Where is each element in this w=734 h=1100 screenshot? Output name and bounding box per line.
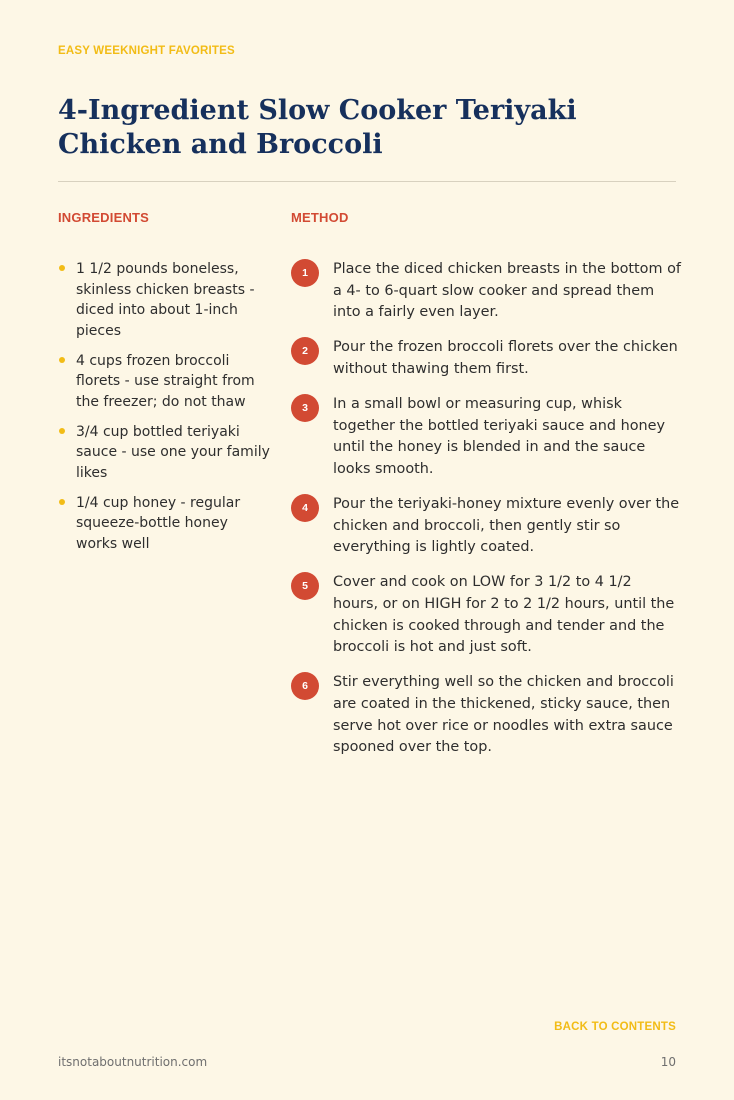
ingredient-text: 1 1/2 pounds boneless, skinless chicken breasts - diced into about 1-inch pieces — [76, 261, 255, 339]
method-step — [291, 572, 681, 659]
bullet-dot-icon — [59, 428, 65, 434]
ingredient-item — [58, 259, 270, 341]
step-text: Pour the teriyaki-honey mixture evenly over the chicken and broccoli, then gently stir so everything is lightly coated. — [333, 495, 680, 556]
ingredient-item — [58, 422, 270, 484]
ingredients-list — [58, 259, 270, 564]
page-number: 10 — [660, 1055, 676, 1069]
step-number-badge: 1 — [291, 259, 319, 287]
step-text: Place the diced chicken breasts in the bottom of a 4- to 6-quart slow cooker and spread them into a fairly even layer. — [333, 261, 681, 321]
step-number-badge: 6 — [291, 672, 319, 700]
title-divider — [58, 181, 676, 182]
back-to-contents-link[interactable]: BACK TO CONTENTS — [554, 1021, 676, 1033]
ingredient-item — [58, 351, 270, 413]
method-step — [291, 337, 681, 380]
ingredient-text: 4 cups frozen broccoli florets - use straight from the freezer; do not thaw — [76, 352, 255, 410]
step-text: Cover and cook on LOW for 3 1/2 to 4 1/2 hours, or on HIGH for 2 to 2 1/2 hours, until the chicken is cooked through and tender and the broccoli is hot and just soft. — [333, 574, 675, 656]
method-step — [291, 672, 681, 759]
method-steps — [291, 259, 681, 772]
ingredient-text: 3/4 cup bottled teriyaki sauce - use one your family likes — [76, 423, 270, 481]
step-number-badge: 2 — [291, 337, 319, 365]
step-text: Stir everything well so the chicken and broccoli are coated in the thickened, sticky sauce, then serve hot over rice or noodles with extra sauce spooned over the top. — [333, 674, 674, 756]
bullet-dot-icon — [59, 265, 65, 271]
method-step — [291, 394, 681, 481]
method-heading: METHOD — [291, 210, 349, 225]
recipe-title: 4-Ingredient Slow Cooker Teriyaki Chicken and Broccoli — [58, 95, 577, 160]
step-text: In a small bowl or measuring cup, whisk together the bottled teriyaki sauce and honey until the honey is blended in and the sauce looks smooth. — [333, 395, 666, 477]
bullet-dot-icon — [59, 357, 65, 363]
ingredient-text: 1/4 cup honey - regular squeeze-bottle honey works well — [76, 494, 241, 552]
step-number-badge: 3 — [291, 394, 319, 422]
step-text: Pour the frozen broccoli florets over the chicken without thawing them first. — [333, 339, 678, 377]
step-number-badge: 5 — [291, 572, 319, 600]
section-eyebrow: EASY WEEKNIGHT FAVORITES — [58, 45, 235, 57]
step-number-badge: 4 — [291, 494, 319, 522]
ingredient-item — [58, 493, 270, 555]
ingredients-heading: INGREDIENTS — [58, 210, 150, 225]
footer-website: itsnotaboutnutrition.com — [58, 1055, 208, 1069]
bullet-dot-icon — [59, 499, 65, 505]
method-step — [291, 494, 681, 559]
method-step — [291, 259, 681, 324]
